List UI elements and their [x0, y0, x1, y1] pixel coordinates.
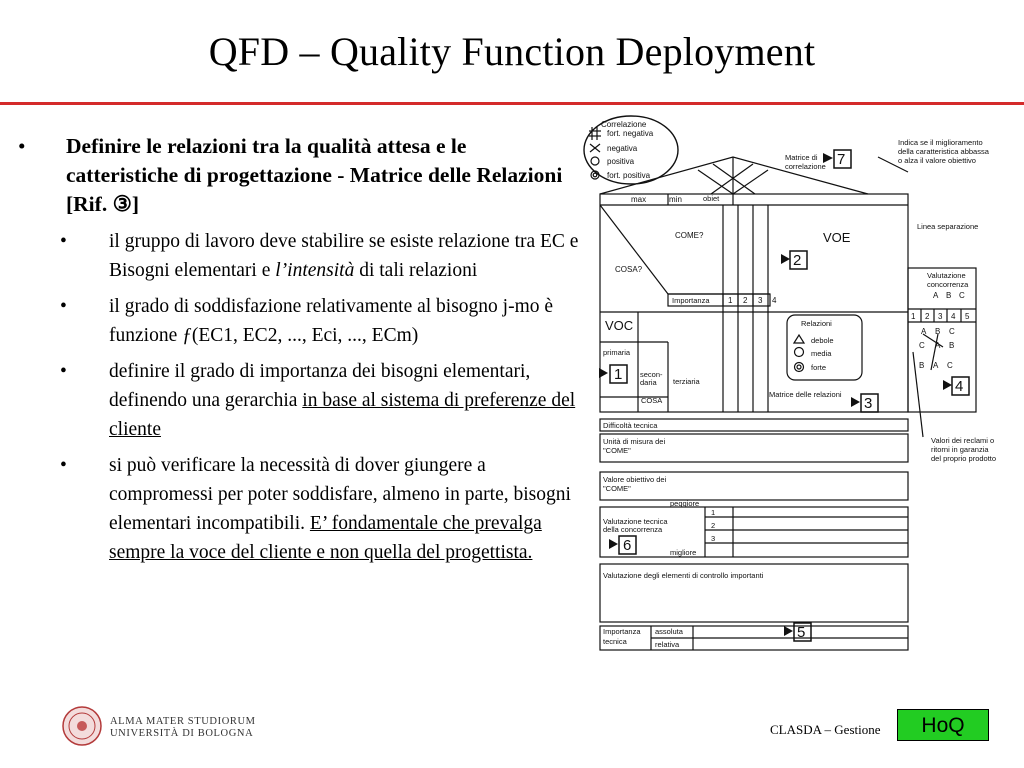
main-bullet [18, 132, 583, 219]
relation-medium: media [811, 349, 832, 358]
competition-eval-2: concorrenza [927, 280, 969, 289]
sub-bullet-1-text-b: l’intensità [275, 260, 355, 281]
target-value-1: Valore obiettivo dei [603, 475, 667, 484]
abc-c: C [959, 291, 965, 300]
separation-line-label: Linea separazione [917, 222, 979, 231]
abc-row2-b: B [949, 341, 955, 350]
university-name [110, 716, 256, 740]
corr-negative: negativa [607, 144, 638, 153]
abc-row3-a: A [933, 361, 939, 370]
hoq-button[interactable]: HoQ [897, 709, 989, 741]
cosa-question: COSA? [615, 265, 643, 274]
units-label-2: "COME" [603, 446, 631, 455]
abc-row-c: C [949, 327, 955, 336]
scale-4: 4 [951, 312, 956, 321]
scale-5: 5 [965, 312, 970, 321]
sub-bullet-2 [18, 292, 583, 350]
bullet-marker: • [60, 231, 67, 252]
come-question: COME? [675, 231, 704, 240]
importance-4: 4 [772, 296, 777, 305]
abc-a: A [933, 291, 939, 300]
voe-label: VOE [823, 230, 851, 245]
cosa-label: COSA [641, 396, 663, 405]
relation-weak: debole [811, 336, 834, 345]
primary-label: primaria [603, 348, 631, 357]
sub-bullet-1-text-c: di tali relazioni [354, 260, 478, 281]
tech-eval-label-2: della concorrenza [603, 525, 663, 534]
slide-title: QFD – Quality Function Deployment [208, 29, 816, 74]
tech-importance-2: tecnica [603, 637, 627, 646]
relations-matrix-label: Matrice delle relazioni [769, 390, 842, 399]
ref-number-7: 7 [837, 151, 846, 168]
sub-bullet-4-text-b: E’ fondamentale che prevalga sempre la voce del cliente e non quella del progettista. [109, 513, 542, 563]
correlation-title: Correlazione [601, 120, 647, 129]
best-label: migliore [670, 548, 697, 557]
course-footer: CLASDA – Gestione [770, 722, 881, 737]
importance-label: Importanza [672, 296, 710, 305]
units-label-1: Unità di misura dei [603, 437, 666, 446]
corr-strong-negative: fort. negativa [607, 129, 654, 138]
note-right-2: ritorni in garanzia [931, 445, 989, 454]
slide-content [18, 132, 583, 574]
ref-number-1: 1 [614, 366, 623, 383]
importance-1: 1 [728, 296, 733, 305]
university-name-line-2: UNIVERSITÀ DI BOLOGNA [110, 728, 254, 739]
scale-1: 1 [911, 312, 916, 321]
ref-number-6: 6 [623, 537, 632, 554]
tech-eval-label-1: Valutazione tecnica [603, 517, 668, 526]
obiet-label: obiet [703, 194, 720, 203]
bullet-marker: • [18, 134, 26, 158]
abc-row3-c: C [947, 361, 953, 370]
abc-row2-c: C [919, 341, 925, 350]
ref-number-2: 2 [793, 252, 802, 269]
sub-bullet-3-text-a: definire il grado di importanza dei bisogni elementari, definendo una gerarchia [109, 361, 531, 411]
bullet-marker: • [60, 296, 67, 317]
importance-3: 3 [758, 296, 763, 305]
relation-strong: forte [811, 363, 827, 372]
ref-number-5: 5 [797, 624, 806, 641]
importance-2: 2 [743, 296, 748, 305]
secondary-label-1: secon- [640, 370, 663, 379]
note-top-line-1: Indica se il miglioramento [898, 138, 983, 147]
corr-strong-positive: fort. positiva [607, 171, 651, 180]
sub-bullet-2-text-a: il grado di soddisfazione relativamente al bisogno j-mo è funzione [109, 296, 554, 346]
control-elements-label: Valutazione degli elementi di controllo importanti [603, 571, 764, 580]
abc-row3-b: B [919, 361, 925, 370]
bullet-marker: • [60, 361, 67, 382]
note-right-3: del proprio prodotto [931, 454, 997, 463]
tech-eval-2-num: 2 [711, 521, 716, 530]
abc-row2-a: A [935, 341, 941, 350]
sub-bullet-2-text-b: (EC1, EC2, ..., Eci, ..., ECm) [191, 325, 419, 346]
sub-bullet-4 [18, 451, 583, 567]
voc-label: VOC [605, 318, 634, 333]
scale-2: 2 [925, 312, 930, 321]
tech-eval-3-num: 3 [711, 534, 716, 543]
absolute-label: assoluta [655, 627, 683, 636]
main-bullet-text: Definire le relazioni tra la qualità attesa e le catteristiche di progettazione - Matrice delle Relazioni [Rif. ③] [66, 134, 563, 216]
ref-number-3: 3 [864, 395, 873, 412]
corr-positive: positiva [607, 157, 635, 166]
secondary-label-2: daria [640, 378, 657, 387]
relative-label: relativa [655, 640, 680, 649]
function-symbol: ƒ [182, 325, 192, 346]
sub-bullet-3 [18, 357, 583, 444]
tech-eval-1-num: 1 [711, 508, 716, 517]
corr-matrix-label-1: Matrice di [785, 153, 818, 162]
sub-bullet-1-text-a: il gruppo di lavoro deve stabilire se esiste relazione tra EC e Bisogni elementari e [109, 231, 579, 281]
abc-row-a: A [921, 327, 927, 336]
title-divider [0, 102, 1024, 105]
target-value-2: "COME" [603, 484, 631, 493]
relations-title: Relazioni [801, 319, 832, 328]
min-label: min [669, 195, 682, 204]
bullet-marker: • [60, 455, 67, 476]
abc-row-b: B [935, 327, 941, 336]
note-right-1: Valori dei reclami o [931, 436, 995, 445]
competition-eval-1: Valutazione [927, 271, 966, 280]
house-of-quality-diagram [583, 112, 1020, 657]
sub-bullet-4-text-a: si può verificare la necessità di dover giungere a compromessi per poter soddisfare, almeno in parte, bisogni elementari incompatibili. [109, 455, 571, 534]
abc-b: B [946, 291, 952, 300]
max-label: max [631, 195, 647, 204]
sub-bullet-1 [18, 227, 583, 285]
scale-3: 3 [938, 312, 943, 321]
corr-matrix-label-2: correlazione [785, 162, 826, 171]
note-top-line-3: o alza il valore obiettivo [898, 156, 976, 165]
sub-bullet-list [18, 227, 583, 567]
university-name-line-1: ALMA MATER STUDIORUM [110, 716, 256, 727]
tertiary-label: terziaria [673, 377, 700, 386]
sub-bullet-3-text-b: in base al sistema di preferenze del cliente [109, 390, 576, 440]
tech-importance-1: Importanza [603, 627, 641, 636]
technical-difficulty: Difficoltà tecnica [603, 421, 658, 430]
note-top-line-2: della caratteristica abbassa [898, 147, 989, 156]
worst-label: peggiore [670, 499, 700, 508]
ref-number-4: 4 [955, 378, 964, 395]
